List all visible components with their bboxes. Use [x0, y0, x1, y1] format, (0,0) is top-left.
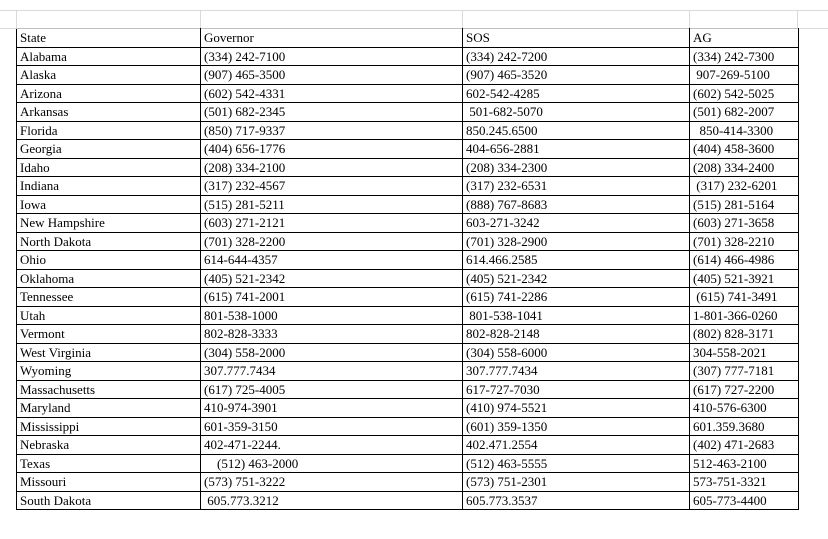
- header-cell-sos[interactable]: SOS: [463, 29, 690, 48]
- cell-sos[interactable]: (573) 751-2301: [463, 473, 690, 492]
- cell-sos[interactable]: (410) 974-5521: [463, 399, 690, 418]
- grid-line: [16, 10, 17, 29]
- table-row: [17, 140, 799, 159]
- table-row: [17, 158, 799, 177]
- table-row: [17, 436, 799, 455]
- cell-ag[interactable]: (614) 466-4986: [690, 251, 799, 270]
- cell-governor[interactable]: (405) 521-2342: [201, 269, 463, 288]
- table-row: [17, 454, 799, 473]
- cell-sos[interactable]: (888) 767-8683: [463, 195, 690, 214]
- cell-sos[interactable]: 605.773.3537: [463, 491, 690, 510]
- table-row: [17, 473, 799, 492]
- cell-state[interactable]: Oklahoma: [17, 269, 201, 288]
- cell-sos[interactable]: 614.466.2585: [463, 251, 690, 270]
- table-row: [17, 103, 799, 122]
- cell-state[interactable]: Massachusetts: [17, 380, 201, 399]
- cell-sos[interactable]: 603-271-3242: [463, 214, 690, 233]
- cell-ag[interactable]: 601.359.3680: [690, 417, 799, 436]
- header-cell-ag[interactable]: AG: [690, 29, 799, 48]
- cell-sos[interactable]: (601) 359-1350: [463, 417, 690, 436]
- cell-governor[interactable]: (515) 281-5211: [201, 195, 463, 214]
- cell-state[interactable]: Maryland: [17, 399, 201, 418]
- cell-governor[interactable]: 802-828-3333: [201, 325, 463, 344]
- table-row: [17, 195, 799, 214]
- grid-line: [200, 10, 201, 29]
- cell-ag[interactable]: (615) 741-3491: [690, 288, 799, 307]
- grid-line: [797, 10, 798, 29]
- table-row: [17, 121, 799, 140]
- table-row: [17, 269, 799, 288]
- cell-state[interactable]: Idaho: [17, 158, 201, 177]
- cell-governor[interactable]: 410-974-3901: [201, 399, 463, 418]
- cell-ag[interactable]: (515) 281-5164: [690, 195, 799, 214]
- cell-governor[interactable]: (603) 271-2121: [201, 214, 463, 233]
- cell-ag[interactable]: 573-751-3321: [690, 473, 799, 492]
- cell-sos[interactable]: (512) 463-5555: [463, 454, 690, 473]
- header-row: [17, 29, 799, 48]
- table-row: [17, 66, 799, 85]
- cell-governor[interactable]: 801-538-1000: [201, 306, 463, 325]
- cell-sos[interactable]: 801-538-1041: [463, 306, 690, 325]
- grid-line: [462, 10, 463, 29]
- cell-governor[interactable]: 601-359-3150: [201, 417, 463, 436]
- cell-sos[interactable]: 617-727-7030: [463, 380, 690, 399]
- cell-ag[interactable]: (501) 682-2007: [690, 103, 799, 122]
- cell-sos[interactable]: (701) 328-2900: [463, 232, 690, 251]
- table-row: [17, 491, 799, 510]
- header-cell-state[interactable]: State: [17, 29, 201, 48]
- table-row: [17, 84, 799, 103]
- cell-ag[interactable]: (208) 334-2400: [690, 158, 799, 177]
- cell-governor[interactable]: 614-644-4357: [201, 251, 463, 270]
- cell-ag[interactable]: (617) 727-2200: [690, 380, 799, 399]
- cell-ag[interactable]: (603) 271-3658: [690, 214, 799, 233]
- table-row: [17, 214, 799, 233]
- cell-governor[interactable]: (701) 328-2200: [201, 232, 463, 251]
- contacts-table: [16, 28, 799, 510]
- table-row: [17, 177, 799, 196]
- cell-governor[interactable]: (907) 465-3500: [201, 66, 463, 85]
- cell-ag[interactable]: (334) 242-7300: [690, 47, 799, 66]
- cell-sos[interactable]: (334) 242-7200: [463, 47, 690, 66]
- cell-state[interactable]: Arizona: [17, 84, 201, 103]
- cell-ag[interactable]: 304-558-2021: [690, 343, 799, 362]
- table-row: [17, 325, 799, 344]
- cell-state[interactable]: Georgia: [17, 140, 201, 159]
- cell-governor[interactable]: (501) 682-2345: [201, 103, 463, 122]
- cell-governor[interactable]: (304) 558-2000: [201, 343, 463, 362]
- cell-sos[interactable]: (208) 334-2300: [463, 158, 690, 177]
- cell-ag[interactable]: 512-463-2100: [690, 454, 799, 473]
- cell-state[interactable]: Vermont: [17, 325, 201, 344]
- cell-ag[interactable]: (402) 471-2683: [690, 436, 799, 455]
- cell-governor[interactable]: (850) 717-9337: [201, 121, 463, 140]
- table-row: [17, 417, 799, 436]
- cell-state[interactable]: Alaska: [17, 66, 201, 85]
- cell-ag[interactable]: (307) 777-7181: [690, 362, 799, 381]
- cell-ag[interactable]: 907-269-5100: [690, 66, 799, 85]
- cell-sos[interactable]: 802-828-2148: [463, 325, 690, 344]
- table-row: [17, 306, 799, 325]
- cell-ag[interactable]: 410-576-6300: [690, 399, 799, 418]
- cell-state[interactable]: Florida: [17, 121, 201, 140]
- cell-state[interactable]: Indiana: [17, 177, 201, 196]
- cell-state[interactable]: New Hampshire: [17, 214, 201, 233]
- cell-state[interactable]: Utah: [17, 306, 201, 325]
- cell-state[interactable]: Tennessee: [17, 288, 201, 307]
- cell-sos[interactable]: (907) 465-3520: [463, 66, 690, 85]
- cell-ag[interactable]: (405) 521-3921: [690, 269, 799, 288]
- cell-state[interactable]: Iowa: [17, 195, 201, 214]
- header-cell-governor[interactable]: Governor: [201, 29, 463, 48]
- cell-governor[interactable]: 307.777.7434: [201, 362, 463, 381]
- cell-governor[interactable]: (602) 542-4331: [201, 84, 463, 103]
- cell-sos[interactable]: 307.777.7434: [463, 362, 690, 381]
- cell-state[interactable]: West Virginia: [17, 343, 201, 362]
- cell-ag[interactable]: 605-773-4400: [690, 491, 799, 510]
- cell-sos[interactable]: (317) 232-6531: [463, 177, 690, 196]
- cell-state[interactable]: North Dakota: [17, 232, 201, 251]
- table-row: [17, 380, 799, 399]
- cell-governor[interactable]: (512) 463-2000: [201, 454, 463, 473]
- cell-state[interactable]: Texas: [17, 454, 201, 473]
- cell-governor[interactable]: 605.773.3212: [201, 491, 463, 510]
- cell-state[interactable]: Arkansas: [17, 103, 201, 122]
- cell-governor[interactable]: (334) 242-7100: [201, 47, 463, 66]
- cell-governor[interactable]: (617) 725-4005: [201, 380, 463, 399]
- cell-governor[interactable]: (317) 232-4567: [201, 177, 463, 196]
- cell-governor[interactable]: (208) 334-2100: [201, 158, 463, 177]
- cell-governor[interactable]: 402-471-2244.: [201, 436, 463, 455]
- table-row: [17, 362, 799, 381]
- table-row: [17, 343, 799, 362]
- cell-governor[interactable]: (404) 656-1776: [201, 140, 463, 159]
- cell-sos[interactable]: (405) 521-2342: [463, 269, 690, 288]
- table-row: [17, 399, 799, 418]
- cell-state[interactable]: South Dakota: [17, 491, 201, 510]
- cell-sos[interactable]: 501-682-5070: [463, 103, 690, 122]
- cell-ag[interactable]: (602) 542-5025: [690, 84, 799, 103]
- cell-state[interactable]: Nebraska: [17, 436, 201, 455]
- cell-ag[interactable]: (802) 828-3171: [690, 325, 799, 344]
- cell-ag[interactable]: 850-414-3300: [690, 121, 799, 140]
- cell-ag[interactable]: (701) 328-2210: [690, 232, 799, 251]
- cell-governor[interactable]: (615) 741-2001: [201, 288, 463, 307]
- table-row: [17, 232, 799, 251]
- cell-ag[interactable]: (404) 458-3600: [690, 140, 799, 159]
- cell-sos[interactable]: 402.471.2554: [463, 436, 690, 455]
- cell-state[interactable]: Ohio: [17, 251, 201, 270]
- contacts-table-body: [17, 29, 799, 510]
- cell-governor[interactable]: (573) 751-3222: [201, 473, 463, 492]
- cell-ag[interactable]: 1-801-366-0260: [690, 306, 799, 325]
- cell-ag[interactable]: (317) 232-6201: [690, 177, 799, 196]
- table-row: [17, 47, 799, 66]
- cell-state[interactable]: Alabama: [17, 47, 201, 66]
- grid-line: [0, 10, 828, 11]
- cell-sos[interactable]: 850.245.6500: [463, 121, 690, 140]
- cell-sos[interactable]: (304) 558-6000: [463, 343, 690, 362]
- cell-state[interactable]: Mississippi: [17, 417, 201, 436]
- cell-sos[interactable]: 404-656-2881: [463, 140, 690, 159]
- cell-state[interactable]: Missouri: [17, 473, 201, 492]
- cell-sos[interactable]: (615) 741-2286: [463, 288, 690, 307]
- cell-sos[interactable]: 602-542-4285: [463, 84, 690, 103]
- cell-state[interactable]: Wyoming: [17, 362, 201, 381]
- table-row: [17, 251, 799, 270]
- table-row: [17, 288, 799, 307]
- grid-line: [689, 10, 690, 29]
